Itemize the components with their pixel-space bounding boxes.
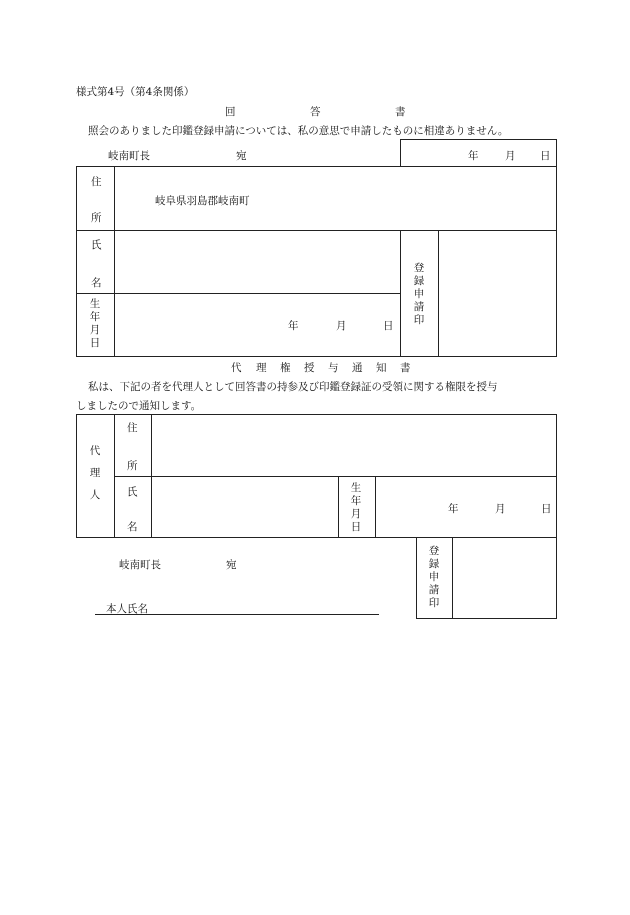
reply-name-row-divider xyxy=(76,293,400,294)
reply-dob-label-char: 月 xyxy=(89,324,101,336)
reply-name-field[interactable] xyxy=(115,231,399,292)
reply-seal-label xyxy=(412,262,426,327)
proxy-agent-label xyxy=(88,440,102,506)
proxy-dob-label-char: 生 xyxy=(350,482,362,494)
proxy-agent-label-char: 人 xyxy=(89,489,101,501)
proxy-address-label-top: 住 xyxy=(127,422,138,434)
proxy-title-char: 理 xyxy=(256,362,267,374)
reply-dob-label-char: 年 xyxy=(89,311,101,323)
proxy-dob-label-char: 年 xyxy=(350,495,362,507)
principal-name-line[interactable] xyxy=(95,614,379,615)
proxy-title-char: 知 xyxy=(376,362,387,374)
proxy-name-field[interactable] xyxy=(152,477,337,537)
proxy-seal-label-char: 録 xyxy=(428,558,440,570)
reply-address-label-bottom: 所 xyxy=(91,212,102,224)
reply-address-value[interactable]: 岐阜県羽島郡岐南町 xyxy=(155,195,250,207)
proxy-dob-label-char: 月 xyxy=(350,508,362,520)
reply-dob-label-char: 日 xyxy=(89,337,101,349)
reply-statement: 照会のありました印鑑登録申請については、私の意思で申請したものに相違ありません。 xyxy=(88,125,509,137)
proxy-seal-label-char: 印 xyxy=(428,597,440,609)
proxy-address-label-bottom: 所 xyxy=(127,460,138,472)
proxy-seal-label-char: 請 xyxy=(428,584,440,596)
reply-seal-label-char: 印 xyxy=(413,314,425,326)
proxy-agent-label-char: 代 xyxy=(89,445,101,457)
proxy-dob-month: 月 xyxy=(495,503,506,515)
form-number: 様式第4号（第4条関係） xyxy=(76,86,195,98)
reply-address-label-top: 住 xyxy=(91,176,102,188)
reply-date-year: 年 xyxy=(468,150,479,162)
proxy-seal-box[interactable] xyxy=(453,538,556,618)
proxy-addressee-suffix: 宛 xyxy=(226,559,237,571)
proxy-title-char: 与 xyxy=(328,362,339,374)
reply-seal-label-char: 録 xyxy=(413,275,425,287)
proxy-dob-day: 日 xyxy=(541,503,552,515)
reply-title-char: 答 xyxy=(310,106,321,118)
proxy-dob-divider xyxy=(338,476,339,538)
reply-title-char: 書 xyxy=(395,106,406,118)
reply-date-month: 月 xyxy=(505,150,516,162)
proxy-dob-label-char: 日 xyxy=(350,521,362,533)
proxy-title-char: 授 xyxy=(304,362,315,374)
proxy-statement-line2: しましたので通知します。 xyxy=(76,400,202,412)
proxy-title-char: 権 xyxy=(280,362,291,374)
reply-seal-label-char: 請 xyxy=(413,301,425,313)
reply-dob-label xyxy=(88,298,102,350)
proxy-agent-label-char: 理 xyxy=(89,467,101,479)
proxy-seal-label-char: 登 xyxy=(428,545,440,557)
proxy-address-field[interactable] xyxy=(152,415,556,475)
proxy-dob-year: 年 xyxy=(448,503,459,515)
reply-name-label-bottom: 名 xyxy=(91,277,102,289)
proxy-title-char: 書 xyxy=(400,362,411,374)
proxy-addressee: 岐南町長 xyxy=(119,559,161,571)
proxy-name-label-bottom: 名 xyxy=(127,521,138,533)
reply-addressee-suffix: 宛 xyxy=(236,150,247,162)
reply-addressee: 岐南町長 xyxy=(108,150,150,162)
reply-dob-label-char: 生 xyxy=(89,298,101,310)
proxy-statement-line1: 私は、下記の者を代理人として回答書の持参及び印鑑登録証の受領に関する権限を授与 xyxy=(88,381,498,393)
reply-dob-month: 月 xyxy=(336,320,347,332)
proxy-dob-label-divider xyxy=(375,476,376,538)
reply-date-day: 日 xyxy=(540,150,551,162)
reply-dob-day: 日 xyxy=(383,320,394,332)
proxy-title-char: 通 xyxy=(352,362,363,374)
reply-title-char: 回 xyxy=(225,106,236,118)
reply-seal-label-char: 登 xyxy=(413,262,425,274)
reply-seal-label-char: 申 xyxy=(413,288,425,300)
principal-name-label: 本人氏名 xyxy=(106,603,148,615)
proxy-title-char: 代 xyxy=(231,362,242,374)
proxy-name-label-top: 氏 xyxy=(127,486,138,498)
proxy-seal-label-char: 申 xyxy=(428,571,440,583)
reply-dob-year: 年 xyxy=(288,320,299,332)
proxy-seal-label xyxy=(427,545,441,610)
reply-seal-box[interactable] xyxy=(439,231,556,356)
reply-seal-divider xyxy=(400,230,401,357)
reply-name-label-top: 氏 xyxy=(91,239,102,251)
proxy-dob-label xyxy=(349,482,363,534)
